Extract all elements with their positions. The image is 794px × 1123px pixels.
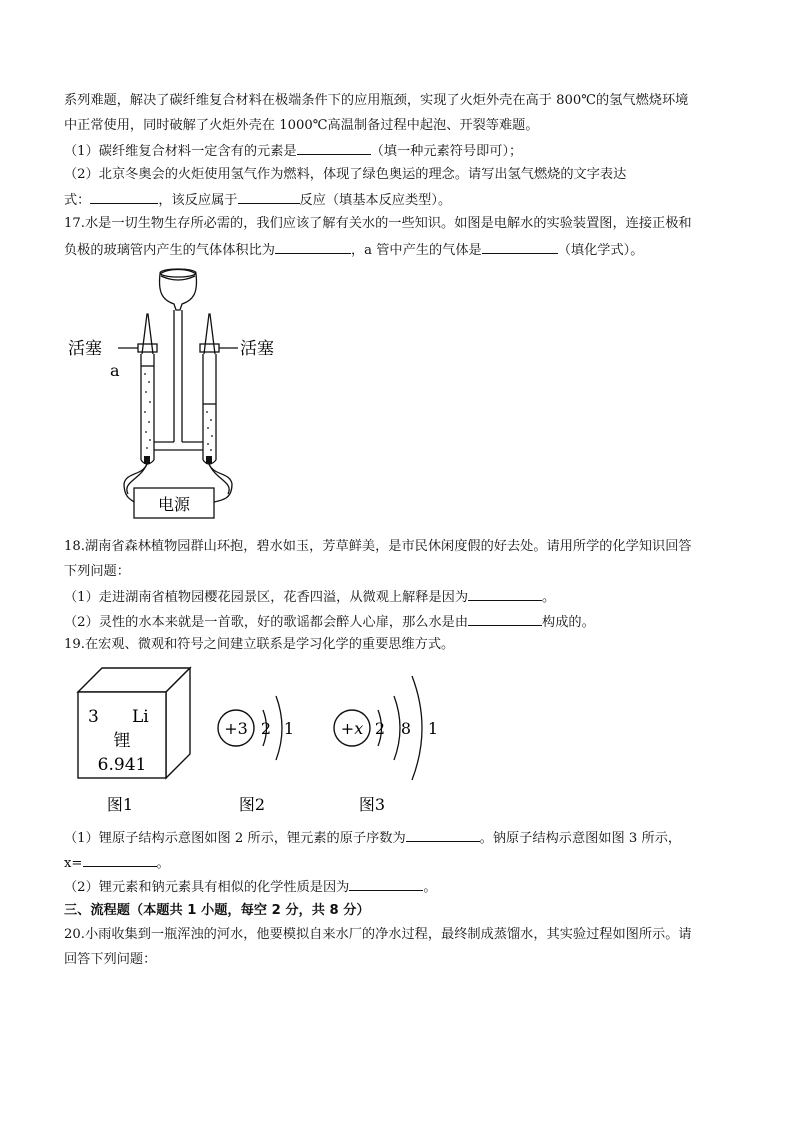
p19-q2-suffix: 。 [423, 880, 437, 895]
p16-q2-suffix: 反应（填基本反应类型）。 [299, 193, 452, 208]
p18-q1-prefix: （1）走进湖南省植物园樱花园景区，花香四溢，从微观上解释是因为 [64, 590, 469, 605]
p17-line2-suffix: （填化学式）。 [557, 243, 644, 258]
p17-line2 [64, 240, 643, 260]
p19-q2-prefix: （2）锂元素和钠元素具有相似的化学性质是因为 [64, 880, 350, 895]
answer-blank[interactable] [83, 853, 157, 867]
electrolysis-apparatus-figure [62, 262, 302, 524]
p19-x-label: x= [64, 856, 83, 871]
fig1-atomic-number: 3 [88, 707, 99, 727]
answer-blank[interactable] [406, 828, 480, 842]
fig2-shell2: 1 [283, 719, 295, 738]
right-stopcock-label: 活塞 [240, 339, 274, 359]
fig1-symbol: Li [132, 707, 149, 727]
fig1-caption: 图1 [106, 795, 134, 814]
p20-line2: 回答下列问题： [64, 952, 157, 967]
p18-q2-suffix: 构成的。 [542, 615, 595, 630]
answer-blank[interactable] [275, 240, 351, 254]
fig2-caption: 图2 [238, 795, 266, 814]
p19-q2 [64, 877, 437, 897]
p16-line2: 中正常使用，同时破解了火炬外壳在 1000℃高温制备过程中起泡、开裂等难题。 [64, 118, 539, 133]
p19-q1 [64, 828, 681, 848]
p16-q1 [64, 141, 522, 161]
answer-blank[interactable] [349, 877, 423, 891]
fig3-shell1: 2 [374, 719, 386, 738]
p16-q2-prefix: 式： [64, 193, 91, 208]
left-stopcock-label: 活塞 [68, 339, 102, 359]
fig1-atomic-mass: 6.941 [97, 755, 147, 775]
p16-q2-middle: ，该反应属于 [158, 193, 238, 208]
answer-blank[interactable] [468, 612, 542, 626]
p17-line2-prefix: 负极的玻璃管内产生的气体体积比为 [64, 243, 275, 258]
fig3-shell2: 8 [400, 719, 412, 738]
section3-heading: 三、流程题（本题共 1 小题，每空 2 分，共 8 分） [64, 903, 370, 918]
p16-line1: 系列难题，解决了碳纤维复合材料在极端条件下的应用瓶颈，实现了火炬外壳在高于 800℃的氢气燃烧环境 [64, 93, 689, 108]
fig3-shell3: 1 [427, 719, 439, 738]
answer-blank[interactable] [297, 141, 371, 155]
answer-blank[interactable] [238, 190, 300, 204]
p19-q1-suffix: 。钠原子结构示意图如图 3 所示， [479, 831, 682, 846]
p18-q1 [64, 587, 555, 607]
atomic-structure-figures [70, 660, 470, 820]
p18-line2: 下列问题： [64, 564, 130, 579]
p19-x-suffix: 。 [156, 856, 170, 871]
answer-blank[interactable] [482, 240, 558, 254]
fig1-element-name: 锂 [113, 731, 131, 751]
p16-q2-line1: （2）北京冬奥会的火炬使用氢气作为燃料，体现了绿色奥运的理念。请写出氢气燃烧的文字表达 [64, 167, 627, 182]
fig3-nucleus: +x [340, 719, 364, 738]
tube-a-label: a [110, 361, 120, 380]
power-source-label: 电源 [157, 495, 191, 514]
fig2-shell1: 2 [260, 719, 272, 738]
p16-q2-line2 [64, 190, 451, 210]
p19-line1: 19.在宏观、微观和符号之间建立联系是学习化学的重要思维方式。 [64, 637, 455, 652]
p18-line1: 18.湖南省森林植物园群山环抱，碧水如玉，芳草鲜美，是市民休闲度假的好去处。请用所学的化学知识回答 [64, 539, 692, 554]
p18-q2 [64, 612, 595, 632]
p19-q1-x [64, 853, 170, 873]
p18-q1-suffix: 。 [542, 590, 556, 605]
fig2-nucleus: +3 [224, 719, 248, 738]
p18-q2-prefix: （2）灵性的水本来就是一首歌，好的歌谣都会醉人心扉，那么水是由 [64, 615, 469, 630]
p19-q1-prefix: （1）锂原子结构示意图如图 2 所示，锂元素的原子序数为 [64, 831, 406, 846]
answer-blank[interactable] [468, 587, 542, 601]
p16-q1-suffix: （填一种元素符号即可）； [370, 144, 523, 159]
answer-blank[interactable] [90, 190, 158, 204]
p17-line1: 17.水是一切生物生存所必需的，我们应该了解有关水的一些知识。如图是电解水的实验装置图，连接正极和 [64, 216, 692, 231]
fig3-caption: 图3 [358, 795, 386, 814]
p16-q1-prefix: （1）碳纤维复合材料一定含有的元素是 [64, 144, 297, 159]
p17-line2-middle: ，a 管中产生的气体是 [351, 243, 482, 258]
p20-line1: 20.小雨收集到一瓶浑浊的河水，他要模拟自来水厂的净水过程，最终制成蒸馏水，其实验过程如图所示。请 [64, 927, 692, 942]
